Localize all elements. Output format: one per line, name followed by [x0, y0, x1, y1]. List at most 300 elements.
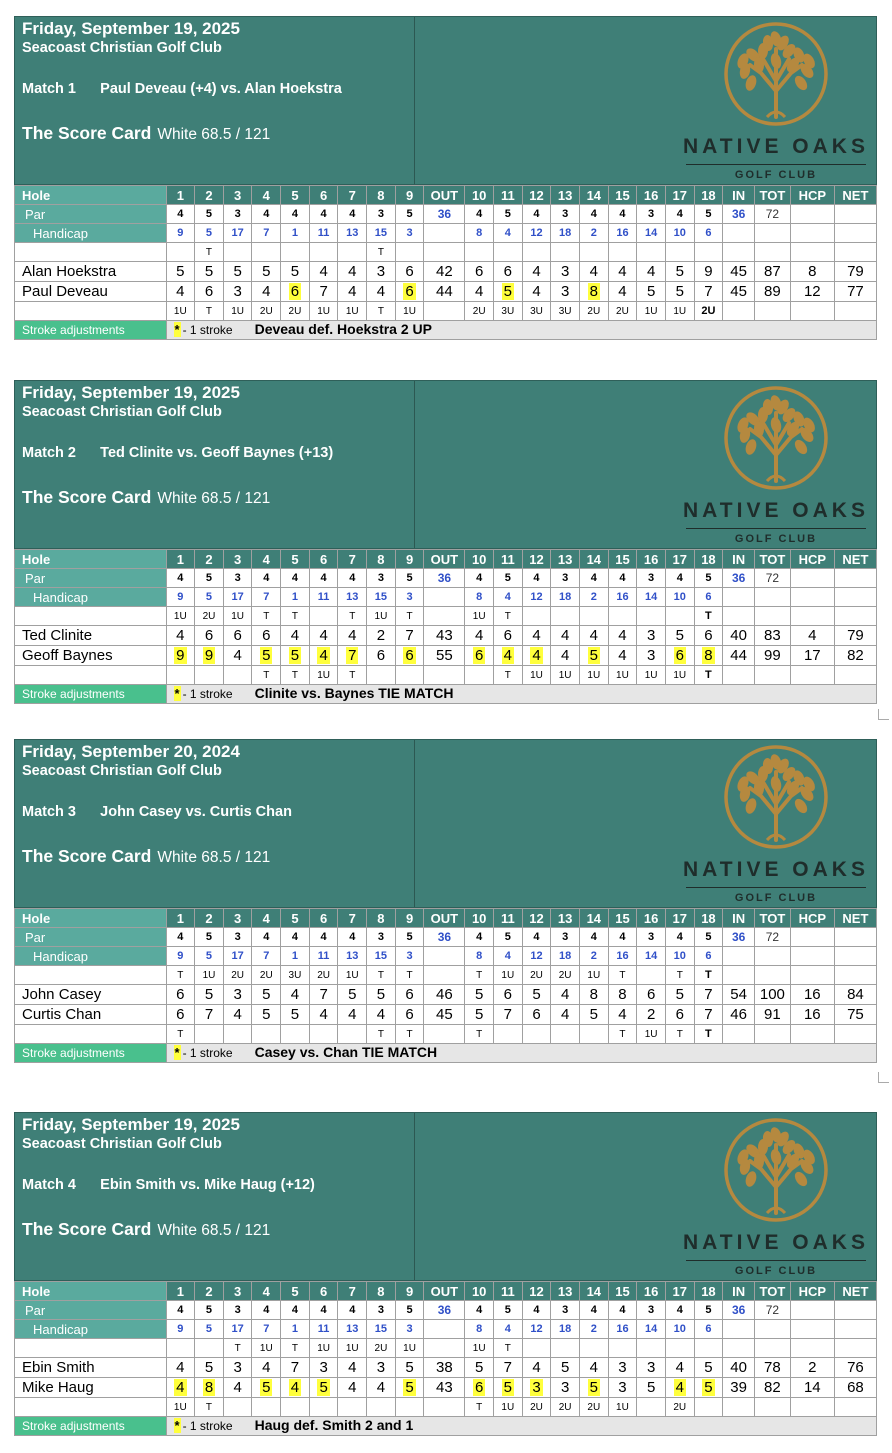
- player2-score-4: [252, 646, 281, 666]
- hole-2: 2: [195, 1282, 224, 1301]
- hole-12: 12: [522, 1282, 551, 1301]
- match-date: Friday, September 20, 2024: [22, 742, 240, 761]
- hole-in: IN: [723, 550, 755, 569]
- status-bottom-13: 1U: [551, 666, 580, 685]
- scorecard-line: [22, 1219, 270, 1240]
- player1-score-8: 5: [367, 985, 396, 1005]
- status-top-3: 2U: [223, 966, 252, 985]
- player2-score-hcp: 17: [790, 646, 834, 666]
- hole-5: 5: [281, 186, 310, 205]
- player1-score-hcp: 8: [790, 262, 834, 282]
- handicap-4: 7: [252, 1320, 281, 1339]
- player1-score-5: 4: [281, 626, 310, 646]
- status-top-3: 1U: [223, 607, 252, 626]
- player2-score-3: 4: [223, 1005, 252, 1025]
- status-bottom-9: T: [395, 1025, 424, 1044]
- match-date: Friday, September 19, 2025: [22, 1115, 240, 1134]
- player2-score-17: [665, 646, 694, 666]
- hole-net: NET: [834, 186, 876, 205]
- status-bottom-9: 1U: [395, 302, 424, 321]
- handicap-13: 18: [551, 224, 580, 243]
- status-top-4: 2U: [252, 966, 281, 985]
- hole-6: 6: [309, 550, 338, 569]
- status-top-14: 1U: [579, 966, 608, 985]
- adjusted-score-highlight: 5: [704, 1379, 713, 1396]
- status-bottom-14: 1U: [579, 666, 608, 685]
- brand-name: NATIVE OAKS: [683, 135, 869, 158]
- player1-score-tot: 100: [754, 985, 790, 1005]
- player1-score-8: 3: [367, 262, 396, 282]
- player1-name: Ted Clinite: [15, 626, 167, 646]
- score-table: [14, 185, 877, 340]
- handicap-8: 15: [367, 224, 396, 243]
- par-12: 4: [522, 928, 551, 947]
- status-top-5: [281, 243, 310, 262]
- hole-hcp: HCP: [790, 1282, 834, 1301]
- par-7: 4: [338, 205, 367, 224]
- par-18: 5: [694, 928, 723, 947]
- par-9: 5: [395, 205, 424, 224]
- player2-score-4: 5: [252, 1005, 281, 1025]
- handicap-16: 14: [637, 588, 666, 607]
- player2-score-15: 4: [608, 646, 637, 666]
- par-2: 5: [195, 205, 224, 224]
- player1-score-11: 6: [494, 626, 523, 646]
- handicap-15: 16: [608, 224, 637, 243]
- player1-score-15: 8: [608, 985, 637, 1005]
- player1-score-7: 4: [338, 262, 367, 282]
- par-10: 4: [465, 569, 494, 588]
- player2-score-8: 4: [367, 1378, 396, 1398]
- par-6: 4: [309, 928, 338, 947]
- status-top-16: [637, 966, 666, 985]
- hole-15: 15: [608, 1282, 637, 1301]
- hole-4: 4: [252, 550, 281, 569]
- status-bottom-6: [309, 1398, 338, 1417]
- status-top-9: [395, 243, 424, 262]
- status-bottom-3: [223, 666, 252, 685]
- adjusted-score-highlight: 9: [204, 647, 214, 664]
- player1-score-7: 4: [338, 626, 367, 646]
- player2-score-10: 4: [465, 282, 494, 302]
- handicap-9: 3: [395, 588, 424, 607]
- status-bottom-15: 2U: [608, 302, 637, 321]
- handicap-17: 10: [665, 1320, 694, 1339]
- status-top-4: 1U: [252, 1339, 281, 1358]
- player2-score-13: 3: [551, 282, 580, 302]
- player2-score-net: 77: [834, 282, 876, 302]
- player1-score-net: 79: [834, 626, 876, 646]
- hole-tot: TOT: [754, 1282, 790, 1301]
- score-card-header: [14, 380, 877, 549]
- player1-score-6: 4: [309, 626, 338, 646]
- handicap-tot: [754, 947, 790, 966]
- status-top-out: [424, 243, 465, 262]
- status-bottom-2: T: [195, 1398, 224, 1417]
- player2-score-out: 43: [424, 1378, 465, 1398]
- hole-12: 12: [522, 550, 551, 569]
- player1-score-in: 40: [723, 1358, 755, 1378]
- status-top-12: [522, 607, 551, 626]
- hole-11: 11: [494, 186, 523, 205]
- player2-score-out: 55: [424, 646, 465, 666]
- status-top-11: T: [494, 1339, 523, 1358]
- adjusted-score-highlight: 5: [262, 647, 271, 664]
- status-bottom-in: [723, 1398, 755, 1417]
- match-result-cell: [166, 1044, 877, 1063]
- player1-score-13: 5: [551, 1358, 580, 1378]
- player1-score-2: 5: [195, 1358, 224, 1378]
- adjusted-score-highlight: 4: [503, 647, 512, 664]
- score-table: [14, 908, 877, 1063]
- hole-16: 16: [637, 909, 666, 928]
- status-top-11: [494, 243, 523, 262]
- par-label: Par: [15, 1301, 167, 1320]
- status-top-6: [309, 607, 338, 626]
- status-bottom-3: 1U: [223, 302, 252, 321]
- status-bottom-15: T: [608, 1025, 637, 1044]
- hole-5: 5: [281, 909, 310, 928]
- status-bottom-out: [424, 302, 465, 321]
- par-8: 3: [367, 928, 396, 947]
- status-top-6: 2U: [309, 966, 338, 985]
- adjusted-score-highlight: 5: [319, 1379, 328, 1396]
- status-bottom-4: [252, 1025, 281, 1044]
- par-1: 4: [166, 928, 195, 947]
- player2-score-hcp: 14: [790, 1378, 834, 1398]
- status-bottom-10: [465, 666, 494, 685]
- handicap-in: [723, 588, 755, 607]
- player2-score-in: 44: [723, 646, 755, 666]
- status-bottom-8: [367, 666, 396, 685]
- handicap-4: 7: [252, 224, 281, 243]
- status-bottom-18: [694, 1398, 723, 1417]
- status-bottom-16: [637, 1398, 666, 1417]
- stroke-note: - 1 stroke: [182, 687, 233, 701]
- hole-1: 1: [166, 1282, 195, 1301]
- status-top-4: T: [252, 607, 281, 626]
- player1-score-hcp: 4: [790, 626, 834, 646]
- handicap-2: 5: [195, 947, 224, 966]
- par-6: 4: [309, 569, 338, 588]
- par-out: 36: [424, 205, 465, 224]
- hole-11: 11: [494, 1282, 523, 1301]
- player1-score-16: 6: [637, 985, 666, 1005]
- status-top-7: 1U: [338, 1339, 367, 1358]
- hole-10: 10: [465, 550, 494, 569]
- score-card: [14, 739, 877, 1063]
- hole-9: 9: [395, 1282, 424, 1301]
- match-title: Match 1 Paul Deveau (+4) vs. Alan Hoekstra: [22, 81, 342, 97]
- stroke-adjustments-label: Stroke adjustments: [15, 1417, 167, 1436]
- status-bottom-10: 2U: [465, 302, 494, 321]
- handicap-13: 18: [551, 1320, 580, 1339]
- player2-score-10: [465, 646, 494, 666]
- brand-name: NATIVE OAKS: [683, 858, 869, 881]
- player1-score-6: 7: [309, 985, 338, 1005]
- player1-score-11: 6: [494, 262, 523, 282]
- player2-score-17: 5: [665, 282, 694, 302]
- player2-score-16: 5: [637, 282, 666, 302]
- match-result-cell: [166, 321, 877, 340]
- status-top-hcp: [790, 1339, 834, 1358]
- handicap-2: 5: [195, 224, 224, 243]
- hole-17: 17: [665, 550, 694, 569]
- adjusted-score-highlight: 8: [704, 647, 713, 664]
- hole-1: 1: [166, 550, 195, 569]
- native-oaks-logo: [680, 742, 880, 906]
- hole-15: 15: [608, 550, 637, 569]
- hole-18: 18: [694, 550, 723, 569]
- match-date: Friday, September 19, 2025: [22, 19, 240, 38]
- hole-tot: TOT: [754, 909, 790, 928]
- hole-14: 14: [579, 186, 608, 205]
- stroke-adjustments-label: Stroke adjustments: [15, 685, 167, 704]
- player2-score-tot: 91: [754, 1005, 790, 1025]
- brand-subtitle: GOLF CLUB: [734, 892, 818, 904]
- hole-out: OUT: [424, 909, 465, 928]
- player1-score-15: 4: [608, 626, 637, 646]
- adjusted-score-highlight: 5: [503, 283, 512, 300]
- adjusted-score-highlight: 8: [589, 283, 598, 300]
- par-4: 4: [252, 569, 281, 588]
- player1-score-18: 5: [694, 1358, 723, 1378]
- scorecard-line: [22, 487, 270, 508]
- hole-15: 15: [608, 909, 637, 928]
- stroke-note: - 1 stroke: [182, 1046, 233, 1060]
- status-top-9: T: [395, 966, 424, 985]
- status-top-out: [424, 966, 465, 985]
- player1-score-18: 6: [694, 626, 723, 646]
- hole-1: 1: [166, 909, 195, 928]
- handicap-out: [424, 588, 465, 607]
- status-bottom-5: 2U: [281, 302, 310, 321]
- status-top-label: [15, 243, 167, 262]
- player2-score-out: 45: [424, 1005, 465, 1025]
- status-top-18: T: [694, 607, 723, 626]
- status-bottom-5: [281, 1398, 310, 1417]
- status-top-net: [834, 243, 876, 262]
- status-top-8: T: [367, 966, 396, 985]
- status-top-14: [579, 607, 608, 626]
- player2-score-14: [579, 646, 608, 666]
- player2-score-out: 44: [424, 282, 465, 302]
- handicap-5: 1: [281, 588, 310, 607]
- handicap-10: 8: [465, 224, 494, 243]
- handicap-1: 9: [166, 1320, 195, 1339]
- player2-score-tot: 82: [754, 1378, 790, 1398]
- status-top-2: [195, 1339, 224, 1358]
- par-2: 5: [195, 569, 224, 588]
- adjusted-score-highlight: 4: [532, 647, 541, 664]
- par-6: 4: [309, 205, 338, 224]
- par-hcp: [790, 569, 834, 588]
- score-card: [14, 1112, 877, 1436]
- status-top-in: [723, 966, 755, 985]
- handicap-3: 17: [223, 224, 252, 243]
- status-top-10: 1U: [465, 607, 494, 626]
- player2-score-8: 4: [367, 282, 396, 302]
- par-10: 4: [465, 928, 494, 947]
- player2-score-14: [579, 282, 608, 302]
- player1-score-14: 4: [579, 626, 608, 646]
- hole-net: NET: [834, 550, 876, 569]
- status-top-16: [637, 607, 666, 626]
- player1-score-13: 4: [551, 626, 580, 646]
- page-corner-mark: [878, 709, 889, 720]
- header-info-panel: [15, 17, 415, 184]
- stroke-star-marker: *: [174, 322, 180, 337]
- player1-score-18: 7: [694, 985, 723, 1005]
- adjusted-score-highlight: 5: [589, 1379, 598, 1396]
- handicap-tot: [754, 1320, 790, 1339]
- player2-score-13: 3: [551, 1378, 580, 1398]
- status-bottom-5: T: [281, 666, 310, 685]
- player1-score-1: 5: [166, 262, 195, 282]
- hole-8: 8: [367, 186, 396, 205]
- player1-score-out: 46: [424, 985, 465, 1005]
- par-label: Par: [15, 205, 167, 224]
- stroke-star-marker: *: [174, 1045, 180, 1060]
- adjusted-score-highlight: 6: [475, 647, 484, 664]
- adjusted-score-highlight: 6: [675, 647, 684, 664]
- hole-6: 6: [309, 909, 338, 928]
- par-3: 3: [223, 1301, 252, 1320]
- handicap-in: [723, 947, 755, 966]
- hole-18: 18: [694, 909, 723, 928]
- hole-13: 13: [551, 550, 580, 569]
- hole-6: 6: [309, 186, 338, 205]
- player1-score-8: 2: [367, 626, 396, 646]
- scorecard-line: [22, 846, 270, 867]
- par-net: [834, 205, 876, 224]
- status-top-2: T: [195, 243, 224, 262]
- player2-score-7: 4: [338, 1378, 367, 1398]
- hole-out: OUT: [424, 550, 465, 569]
- par-15: 4: [608, 928, 637, 947]
- player2-score-8: 6: [367, 646, 396, 666]
- player2-score-4: [252, 1378, 281, 1398]
- hole-hcp: HCP: [790, 550, 834, 569]
- hole-17: 17: [665, 186, 694, 205]
- adjusted-score-highlight: 4: [290, 1379, 300, 1396]
- hole-3: 3: [223, 186, 252, 205]
- status-top-tot: [754, 1339, 790, 1358]
- score-card-header: [14, 1112, 877, 1281]
- player2-score-15: 4: [608, 282, 637, 302]
- status-bottom-net: [834, 1398, 876, 1417]
- player1-score-5: 4: [281, 985, 310, 1005]
- par-1: 4: [166, 205, 195, 224]
- handicap-net: [834, 588, 876, 607]
- player1-score-hcp: 16: [790, 985, 834, 1005]
- status-top-8: T: [367, 243, 396, 262]
- par-11: 5: [494, 569, 523, 588]
- hole-7: 7: [338, 550, 367, 569]
- brand-name: NATIVE OAKS: [683, 499, 869, 522]
- player2-score-5: 5: [281, 1005, 310, 1025]
- adjusted-score-highlight: 4: [319, 647, 328, 664]
- player1-score-3: 6: [223, 626, 252, 646]
- hole-net: NET: [834, 1282, 876, 1301]
- player1-score-17: 5: [665, 985, 694, 1005]
- hole-8: 8: [367, 1282, 396, 1301]
- player2-score-1: 6: [166, 1005, 195, 1025]
- hole-1: 1: [166, 186, 195, 205]
- status-top-3: [223, 243, 252, 262]
- par-8: 3: [367, 1301, 396, 1320]
- player1-score-3: 3: [223, 985, 252, 1005]
- player2-score-18: [694, 1378, 723, 1398]
- match-result: Clinite vs. Baynes TIE MATCH: [254, 685, 454, 701]
- player1-score-net: 76: [834, 1358, 876, 1378]
- hole-18: 18: [694, 186, 723, 205]
- adjusted-score-highlight: 6: [405, 647, 414, 664]
- par-12: 4: [522, 205, 551, 224]
- header-info-panel: [15, 1113, 415, 1280]
- player2-score-7: 4: [338, 1005, 367, 1025]
- handicap-5: 1: [281, 947, 310, 966]
- status-top-17: [665, 243, 694, 262]
- status-bottom-3: [223, 1025, 252, 1044]
- par-5: 4: [281, 569, 310, 588]
- handicap-1: 9: [166, 947, 195, 966]
- player1-score-12: 4: [522, 262, 551, 282]
- adjusted-score-highlight: 6: [475, 1379, 484, 1396]
- status-top-6: [309, 243, 338, 262]
- status-top-4: [252, 243, 281, 262]
- status-bottom-hcp: [790, 1025, 834, 1044]
- hole-8: 8: [367, 550, 396, 569]
- player1-score-12: 4: [522, 626, 551, 646]
- status-top-3: T: [223, 1339, 252, 1358]
- handicap-14: 2: [579, 1320, 608, 1339]
- handicap-11: 4: [494, 588, 523, 607]
- hole-18: 18: [694, 1282, 723, 1301]
- status-bottom-7: 1U: [338, 302, 367, 321]
- handicap-7: 13: [338, 947, 367, 966]
- player1-score-2: 5: [195, 985, 224, 1005]
- par-4: 4: [252, 1301, 281, 1320]
- status-bottom-8: T: [367, 302, 396, 321]
- status-bottom-hcp: [790, 302, 834, 321]
- status-bottom-hcp: [790, 666, 834, 685]
- hole-16: 16: [637, 186, 666, 205]
- par-16: 3: [637, 928, 666, 947]
- status-top-12: [522, 1339, 551, 1358]
- player1-score-2: 5: [195, 262, 224, 282]
- handicap-5: 1: [281, 1320, 310, 1339]
- status-bottom-15: 1U: [608, 666, 637, 685]
- status-top-13: 2U: [551, 966, 580, 985]
- player1-score-3: 5: [223, 262, 252, 282]
- status-bottom-1: [166, 666, 195, 685]
- player1-score-13: 4: [551, 985, 580, 1005]
- handicap-14: 2: [579, 947, 608, 966]
- status-bottom-11: T: [494, 666, 523, 685]
- player1-score-17: 4: [665, 1358, 694, 1378]
- handicap-17: 10: [665, 947, 694, 966]
- status-top-5: 3U: [281, 966, 310, 985]
- par-11: 5: [494, 1301, 523, 1320]
- handicap-18: 6: [694, 1320, 723, 1339]
- player2-score-3: 4: [223, 646, 252, 666]
- hole-9: 9: [395, 550, 424, 569]
- player2-score-16: 2: [637, 1005, 666, 1025]
- hole-tot: TOT: [754, 550, 790, 569]
- handicap-10: 8: [465, 947, 494, 966]
- par-18: 5: [694, 1301, 723, 1320]
